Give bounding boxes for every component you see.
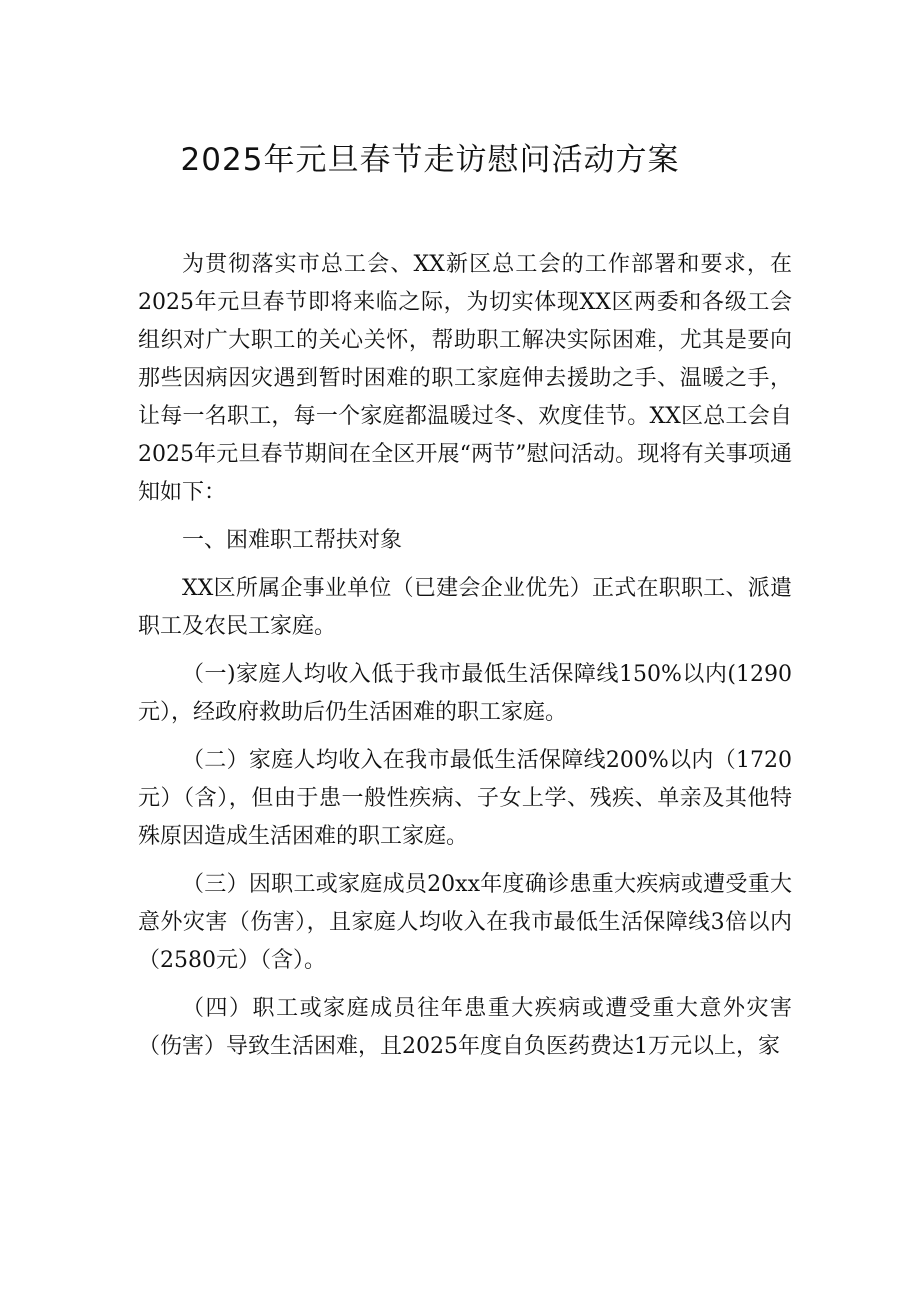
target-scope-paragraph: XX区所属企事业单位（已建会企业优先）正式在职职工、派遣职工及农民工家庭。	[138, 576, 792, 639]
criteria-item-3: （三）因职工或家庭成员20xx年度确诊患重大疾病或遭受重大意外灾害（伤害），且家庭人均收入在我市最低生活保障线3倍以内（2580元）（含）。	[138, 872, 792, 973]
intro-paragraph: 为贯彻落实市总工会、XX新区总工会的工作部署和要求，在2025年元旦春节即将来临之际，为切实体现XX区两委和各级工会组织对广大职工的关心关怀，帮助职工解决实际困难，尤其是要向那些因病因灾遇到暂时困难的职工家庭伸去援助之手、温暖之手，让每一名职工，每一个家庭都温暖过冬、欢度佳节。XX区总工会自2025年元旦春节期间在全区开展“两节”慰问活动。现将有关事项通知如下：	[138, 252, 792, 505]
criteria-item-1: （一)家庭人均收入低于我市最低生活保障线150%以内(1290元），经政府救助后仍生活困难的职工家庭。	[138, 662, 792, 725]
section-heading-1: 一、困难职工帮扶对象	[182, 528, 403, 553]
criteria-item-2: （二）家庭人均收入在我市最低生活保障线200%以内（1720元）（含），但由于患一般性疾病、子女上学、残疾、单亲及其他特殊原因造成生活困难的职工家庭。	[138, 748, 792, 849]
document-title: 2025年元旦春节走访慰问活动方案	[180, 142, 680, 178]
document-body	[138, 246, 792, 1066]
criteria-item-4: （四）职工或家庭成员往年患重大疾病或遭受重大意外灾害（伤害）导致生活困难，且2025年度自负医药费达1万元以上，家	[138, 996, 792, 1059]
